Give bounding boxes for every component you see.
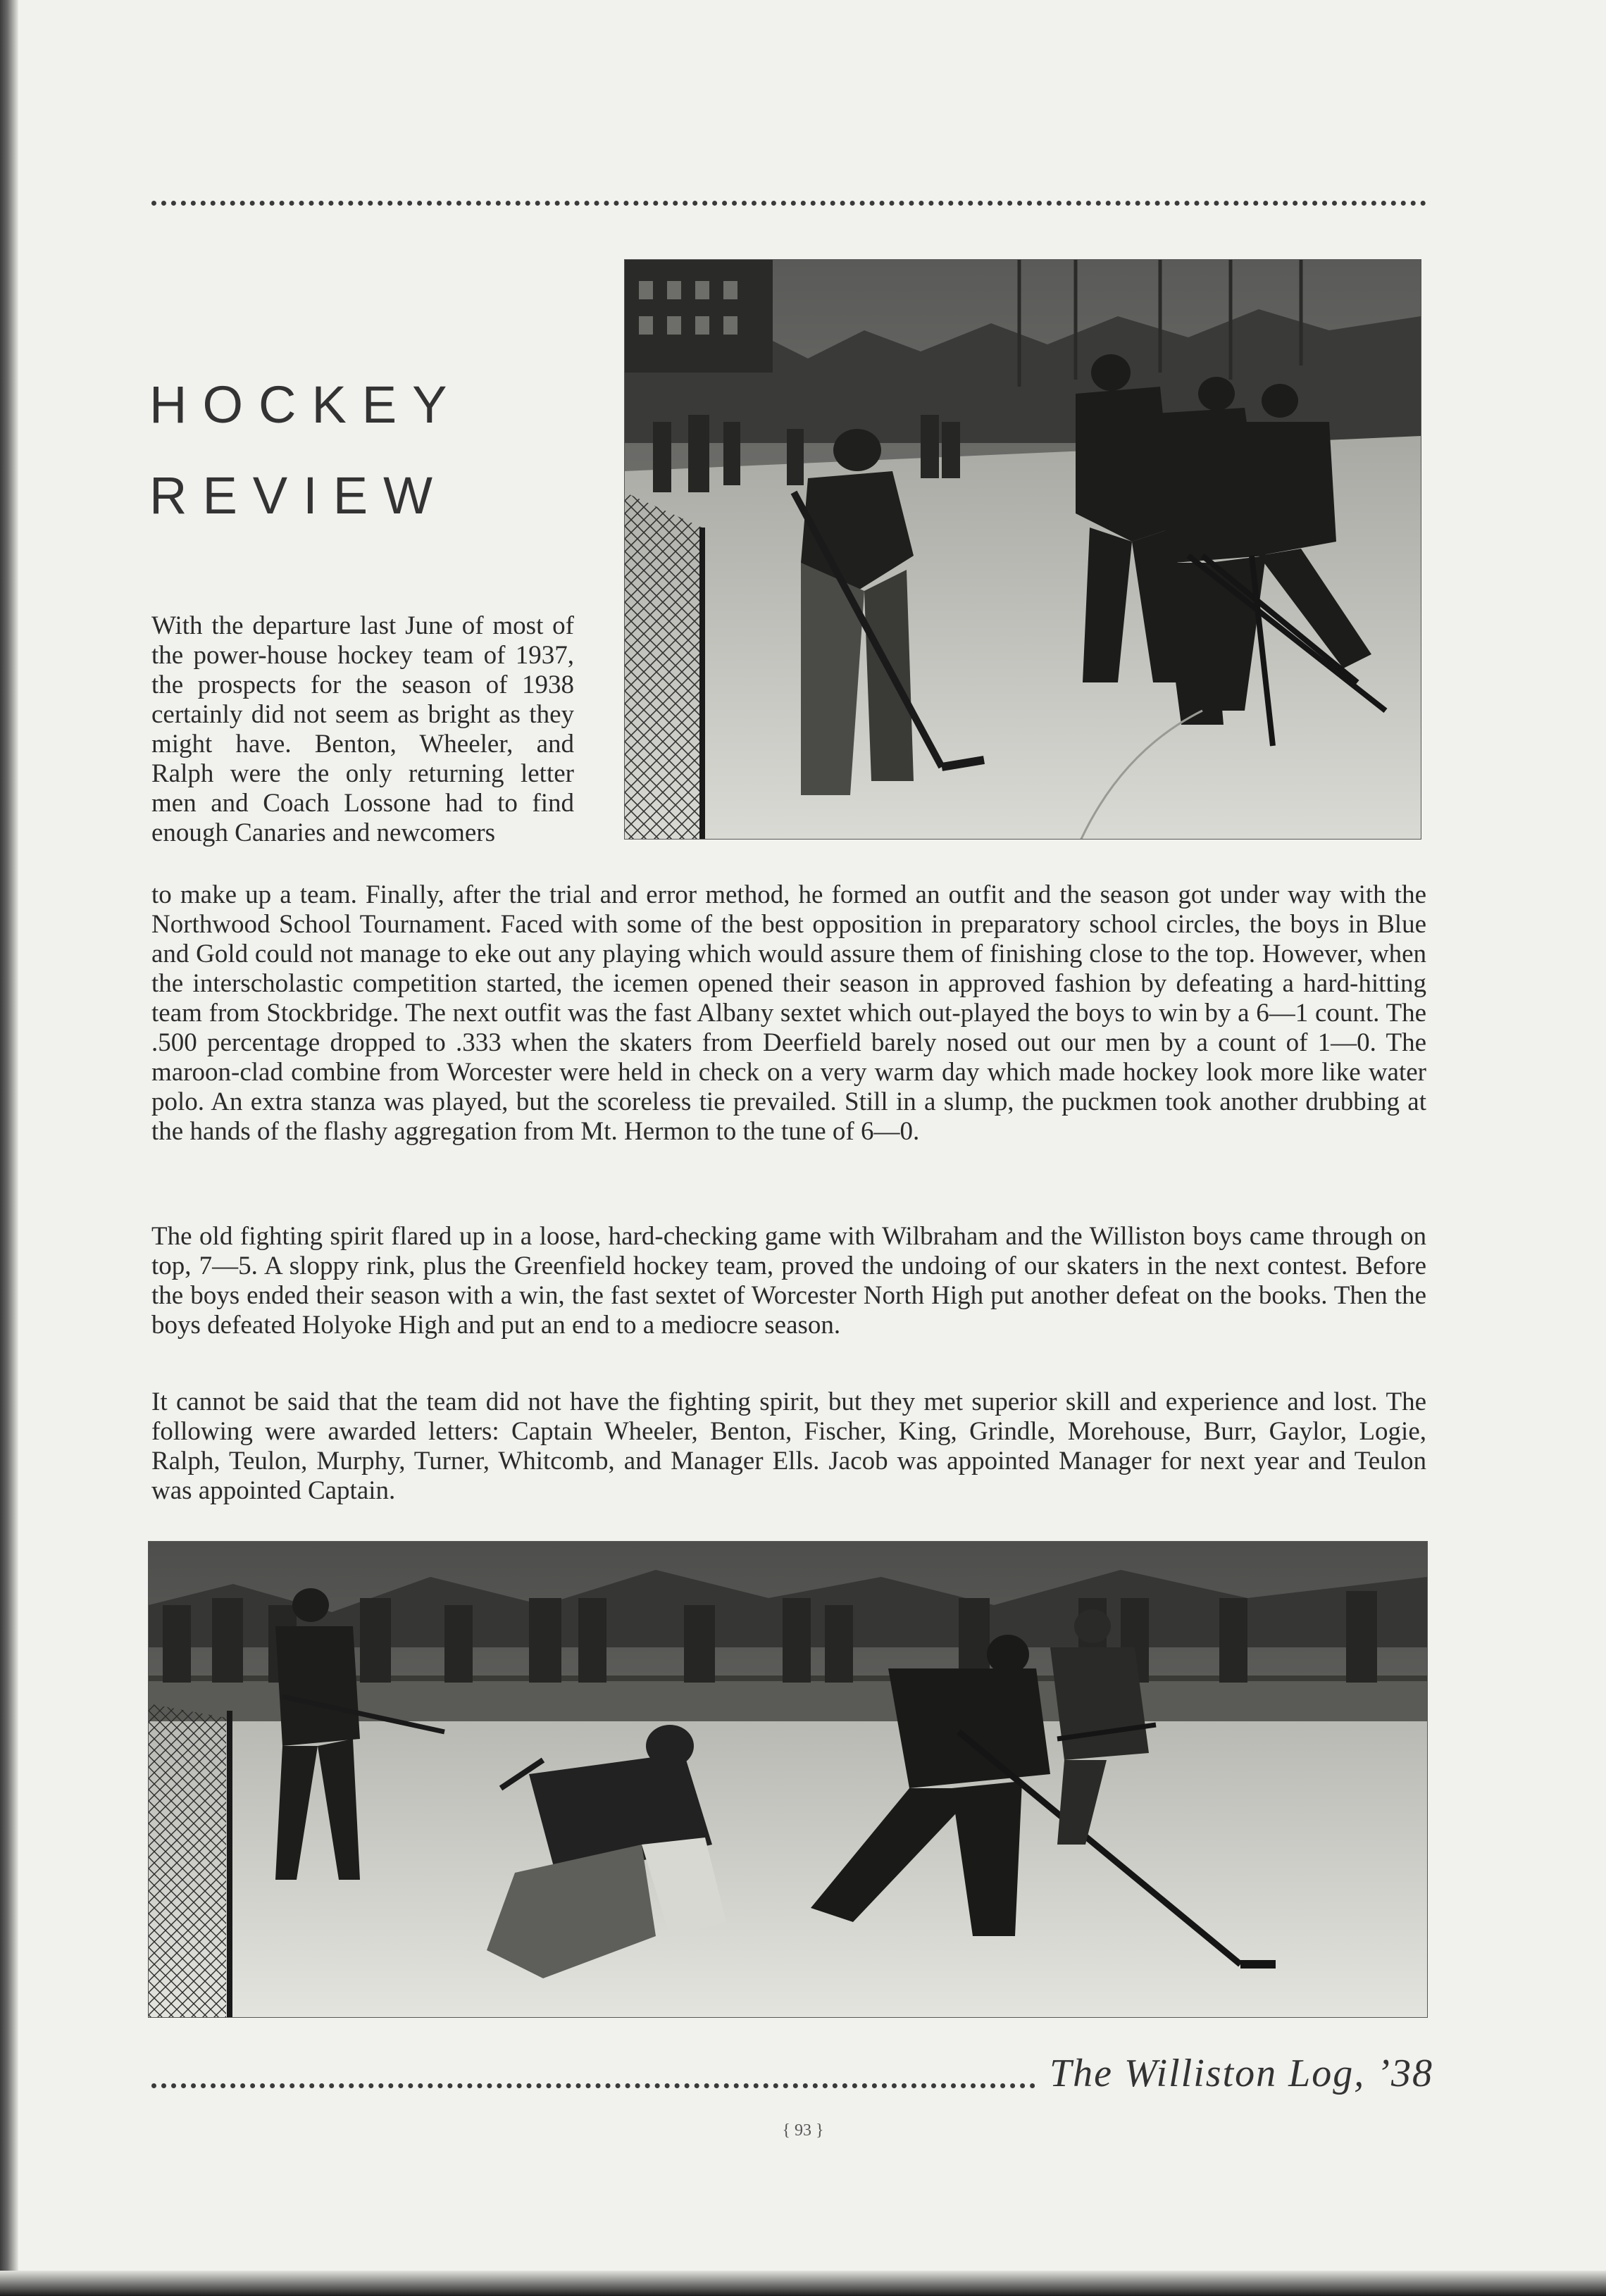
- publication-title: The Williston Log, ’38: [1050, 2052, 1433, 2095]
- article-paragraph-3: It cannot be said that the team did not have the fighting spirit, but they met superior skill and experience and lost. The following were awarded letters: Captain Wheeler, Benton, Fischer, King, Grindle, Morehouse, Burr, Gaylor, Logie, Ralph, Teulon, Murphy, Turner, Whitcomb, and Manager Ells. Jacob was appointed Manager for next year and Teulon was appointed Captain.: [151, 1387, 1426, 1505]
- bottom-dotted-rule: [151, 2083, 1035, 2088]
- page-bottom-shadow: [0, 2271, 1606, 2296]
- heading-hockey: HOCKEY: [149, 375, 463, 434]
- hockey-goal-photo: [624, 259, 1421, 840]
- hockey-action-photo: [148, 1541, 1428, 2018]
- top-dotted-rule: [151, 201, 1426, 206]
- heading-review: REVIEW: [149, 466, 448, 525]
- article-paragraph-1-continued: to make up a team. Finally, after the trial and error method, he formed an outfit and the season got under way with the Northwood School Tournament. Faced with some of the best opposition in preparatory school circles, the boys in Blue and Gold could not manage to eke out any playing which would assure them of finishing close to the top. However, when the interscholastic competition started, the icemen opened their season in approved fashion by defeating a hard-hitting team from Stockbridge. The next outfit was the fast Albany sextet which out-played the boys to win by a 6—1 count. The .500 percentage dropped to .333 when the skaters from Deerfield barely nosed out our men by a count of 1—0. The maroon-clad combine from Worcester were held in check on a very warm day which made hockey look more like water polo. An extra stanza was played, but the scoreless tie prevailed. Still in a slump, the puckmen took another drubbing at the hands of the flashy aggregation from Mt. Hermon to the tune of 6—0.: [151, 880, 1426, 1146]
- book-spine-shadow: [0, 0, 18, 2296]
- article-paragraph-2: The old fighting spirit flared up in a loose, hard-checking game with Wilbraham and the Williston boys came through on top, 7—5. A sloppy rink, plus the Greenfield hockey team, proved the undoing of our skaters in the next contest. Before the boys ended their season with a win, the fast sextet of Worcester North High put another defeat on the books. Then the boys defeated Holyoke High and put an end to a mediocre season.: [151, 1222, 1426, 1340]
- page-number: { 93 }: [782, 2121, 824, 2140]
- article-paragraph-1-wrapped: With the departure last June of most of the power-house hockey team of 1937, the prospects for the season of 1938 certainly did not seem as bright as they might have. Benton, Wheeler, and Ralph were the only returning letter men and Coach Lossone had to find enough Canaries and newcomers: [151, 611, 574, 847]
